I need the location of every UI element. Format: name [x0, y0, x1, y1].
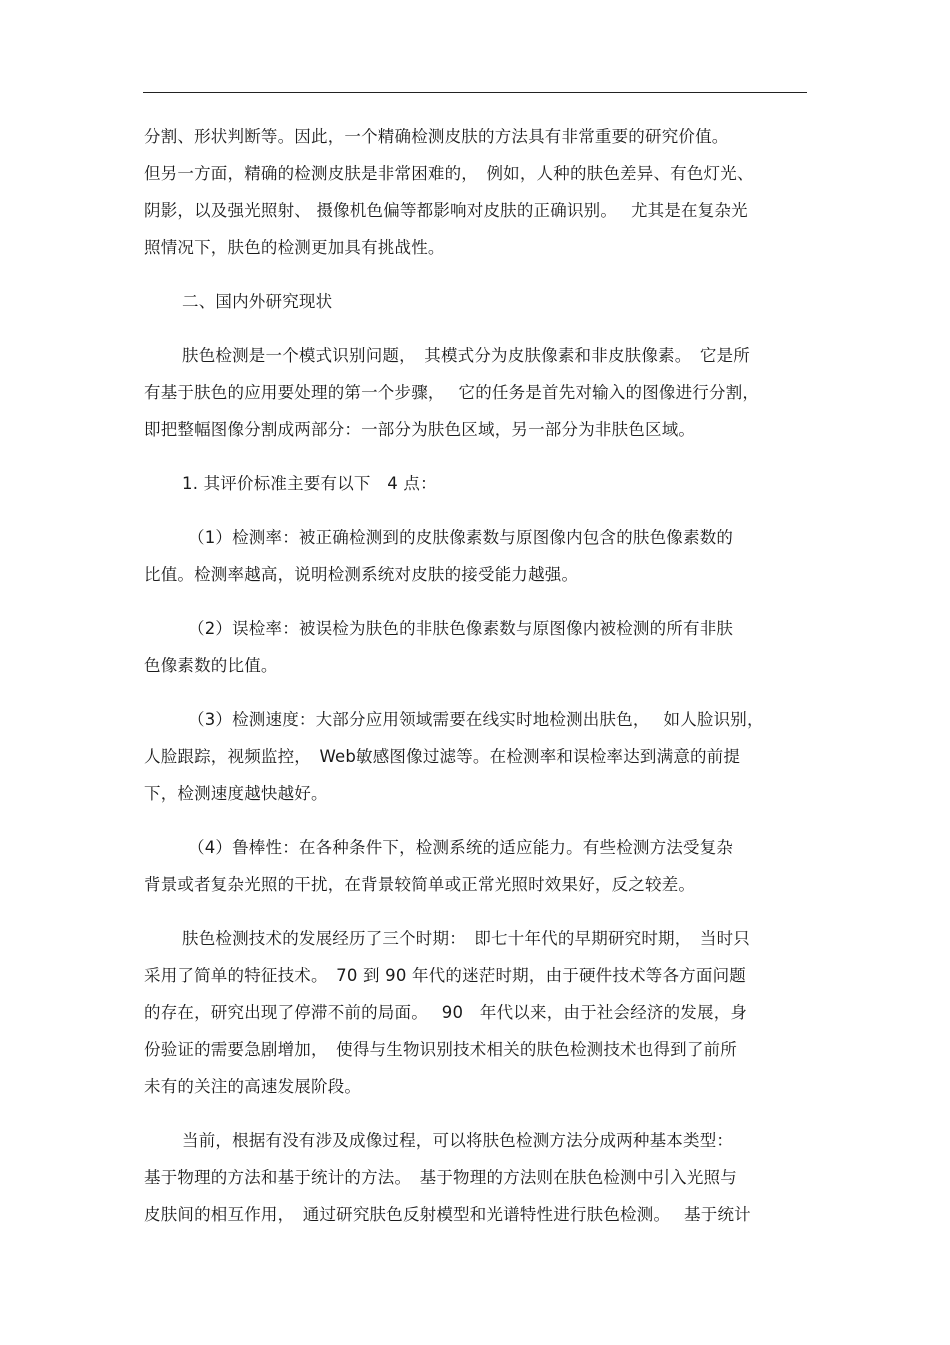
paragraph: [144, 829, 808, 903]
text-line: 照情况下，肤色的检测更加具有挑战性。: [144, 238, 445, 257]
paragraph: [144, 701, 808, 812]
header-rule: [143, 92, 807, 93]
text-line: 背景或者复杂光照的干扰，在背景较简单或正常光照时效果好，反之较差。: [144, 875, 696, 894]
paragraph: [144, 337, 808, 448]
text-line: 基于物理的方法和基于统计的方法。 基于物理的方法则在肤色检测中引入光照与: [144, 1168, 737, 1187]
text-line: 未有的关注的高速发展阶段。: [144, 1077, 362, 1096]
text-line: 份验证的需要急剧增加， 使得与生物识别技术相关的肤色检测技术也得到了前所: [144, 1040, 737, 1059]
text-line: 有基于肤色的应用要处理的第一个步骤， 它的任务是首先对输入的图像进行分割，: [144, 383, 760, 402]
text-line: 即把整幅图像分割成两部分：一部分为肤色区域，另一部分为非肤色区域。: [144, 420, 696, 439]
text-line: 阴影，以及强光照射、 摄像机色偏等都影响对皮肤的正确识别。 尤其是在复杂光: [144, 201, 748, 220]
paragraph: [144, 920, 808, 1105]
text-line: 分割、形状判断等。因此，一个精确检测皮肤的方法具有非常重要的研究价值。: [144, 127, 729, 146]
text-line: 采用了简单的特征技术。 70 到 90 年代的迷茫时期，由于硬件技术等各方面问题: [144, 966, 746, 985]
text-line: 下，检测速度越快越好。: [144, 784, 328, 803]
text-line: 当前，根据有没有涉及成像过程，可以将肤色检测方法分成两种基本类型：: [182, 1131, 734, 1150]
text-line: 皮肤间的相互作用， 通过研究肤色反射模型和光谱特性进行肤色检测。 基于统计: [144, 1205, 751, 1224]
paragraph: [144, 1122, 808, 1233]
paragraph: [144, 610, 808, 684]
text-line: 比值。检测率越高，说明检测系统对皮肤的接受能力越强。: [144, 565, 579, 584]
paragraph: [144, 118, 808, 266]
text-line: （1）检测率：被正确检测到的皮肤像素数与原图像内包含的肤色像素数的: [188, 528, 734, 547]
paragraph: [144, 519, 808, 593]
text-line: （4）鲁棒性：在各种条件下，检测系统的适应能力。有些检测方法受复杂: [188, 838, 734, 857]
text-line: 人脸跟踪，视频监控， Web敏感图像过滤等。在检测率和误检率达到满意的前提: [144, 747, 741, 766]
text-line: 但另一方面，精确的检测皮肤是非常困难的， 例如，人种的肤色差异、有色灯光、: [144, 164, 754, 183]
text-line: 肤色检测是一个模式识别问题， 其模式分为皮肤像素和非皮肤像素。 它是所: [182, 346, 750, 365]
paragraph: [144, 465, 808, 502]
text-line: （2）误检率：被误检为肤色的非肤色像素数与原图像内被检测的所有非肤: [188, 619, 734, 638]
body-text: [144, 118, 808, 1250]
text-line: 色像素数的比值。: [144, 656, 278, 675]
text-line: （3）检测速度：大部分应用领域需要在线实时地检测出肤色， 如人脸识别，: [188, 710, 764, 729]
text-line: 二、国内外研究现状: [182, 292, 333, 311]
text-line: 的存在，研究出现了停滞不前的局面。 90 年代以来，由于社会经济的发展，身: [144, 1003, 748, 1022]
text-line: 1. 其评价标准主要有以下 4 点：: [182, 474, 437, 493]
paragraph: [144, 283, 808, 320]
text-line: 肤色检测技术的发展经历了三个时期： 即七十年代的早期研究时期， 当时只: [182, 929, 750, 948]
